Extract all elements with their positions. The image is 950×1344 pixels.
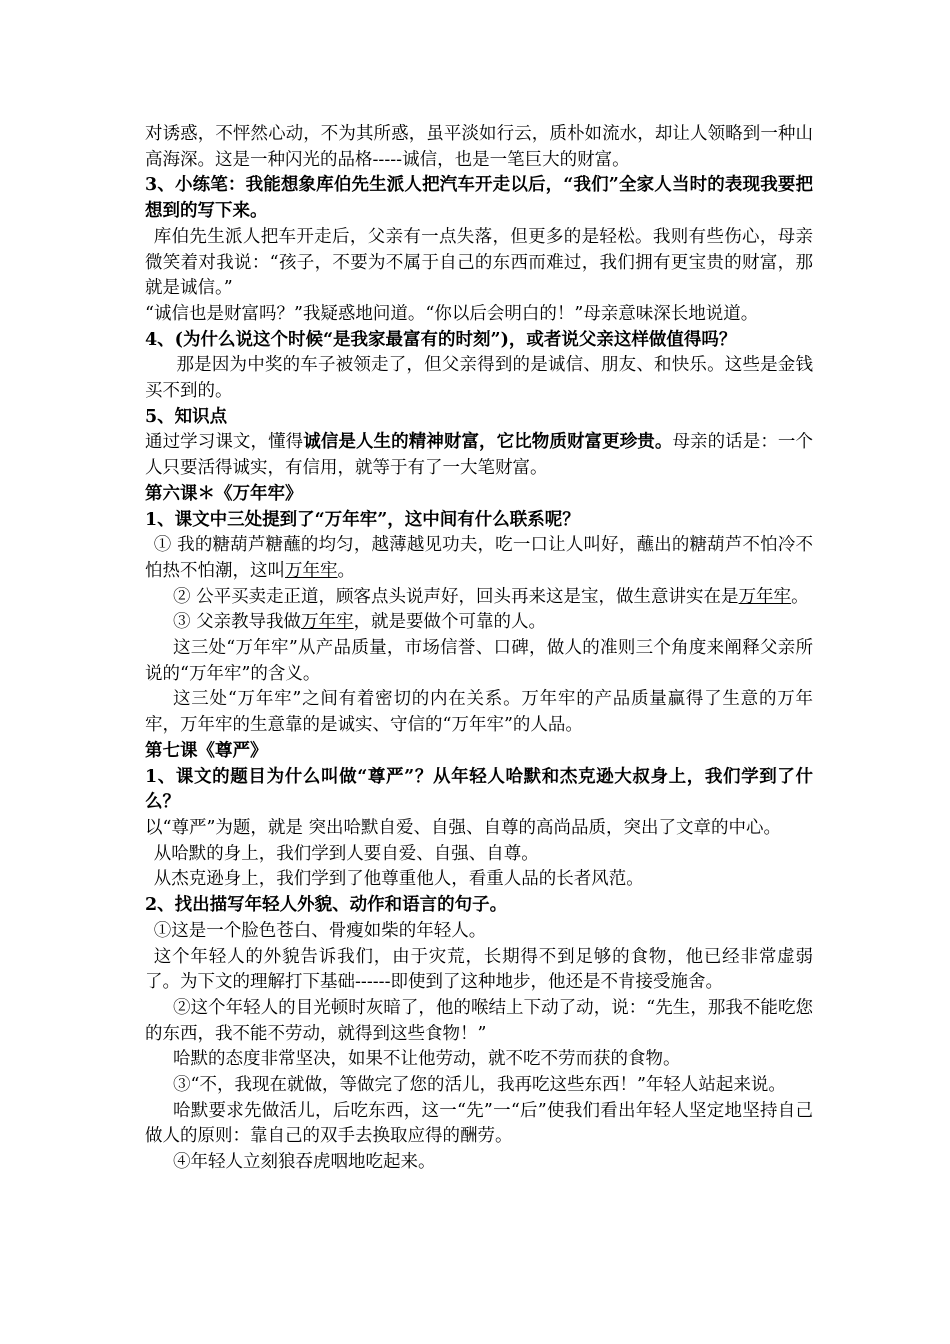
underlined-term: 万年牢 (301, 612, 354, 633)
answer-3-dialogue: “诚信也是财富吗？”我疑惑地问道。“你以后会明白的！”母亲意味深长地说道。 (145, 303, 759, 324)
lesson-7-sentence-3: ③“不，我现在就做，等做完了您的活儿，我再吃这些东西！”年轻人站起来说。 (173, 1075, 786, 1096)
lesson-6-summary-2: 这三处“万年牢”之间有着密切的内在关系。万年牢的产品质量赢得了生意的万年牢，万年牢的生意靠的是诚实、守信的“万年牢”的人品。 (145, 689, 813, 736)
answer-4-paragraph: 那是因为中奖的车子被领走了，但父亲得到的是诚信、朋友、和快乐。这些是金钱买不到的。 (145, 355, 813, 402)
lesson-7-title: 第七课《尊严》 (145, 740, 268, 761)
underlined-term: 万年牢 (285, 560, 338, 581)
lesson-6-point-2: ② 公平买卖走正道，顾客点头说声好，回头再来这是宝，做生意讲实在是万年牢。 (173, 586, 809, 607)
lesson-7-answer-hammer: 从哈默的身上，我们学到人要自爱、自强、自尊。 (153, 843, 539, 864)
knowledge-key-point: 诚信是人生的精神财富，它比物质财富更珍贵。 (303, 432, 673, 453)
lesson-7-answer-title: 以“尊严”为题，就是 突出哈默自爱、自强、自尊的高尚品质，突出了文章的中心。 (145, 817, 781, 838)
lesson-6-summary-1: 这三处“万年牢”从产品质量，市场信誉、口碑，做人的准则三个角度来阐释父亲所说的“万年牢”的含义。 (145, 638, 813, 684)
exercise-5-heading: 5、知识点 (145, 406, 228, 427)
document-page (145, 122, 813, 1176)
underlined-term: 万年牢 (738, 586, 792, 607)
knowledge-intro: 通过学习课文，懂得 (145, 432, 304, 453)
lesson-7-analysis-1: 这个年轻人的外貌告诉我们，由于灾荒，长期得不到足够的食物，他已经非常虚弱了。为下文的理解打下基础------即使到了这种地步，他还是不肯接受施舍。 (145, 946, 813, 993)
lesson-7-sentence-1: ①这是一个脸色苍白、骨瘦如柴的年轻人。 (153, 920, 487, 941)
lesson-7-question-1: 1、课文的题目为什么叫做“尊严”？从年轻人哈默和杰克逊大叔身上，我们学到了什么？ (145, 766, 813, 813)
lesson-6-question-1: 1、课文中三处提到了“万年牢”，这中间有什么联系呢？ (145, 509, 580, 530)
exercise-3-heading: 3、小练笔：我能想象库伯先生派人把汽车开走以后，“我们”全家人当时的表现我要把想到的写下来。 (145, 175, 813, 222)
lesson-7-analysis-2: 哈默的态度非常坚决，如果不让他劳动，就不吃不劳而获的食物。 (173, 1049, 681, 1070)
lesson-6-point-3: ③ 父亲教导我做万年牢，就是要做个可靠的人。 (173, 612, 547, 633)
lesson-7-answer-jackson: 从杰克逊身上，我们学到了他尊重他人，看重人品的长者风范。 (153, 869, 644, 890)
knowledge-point-paragraph (145, 430, 813, 481)
lesson-7-sentence-4: ④年轻人立刻狼吞虎咽地吃起来。 (173, 1152, 436, 1173)
knowledge-mother-words: 母亲的话是：一个人只要活得诚实，有信用，就等于有了一大笔财富。 (145, 432, 814, 479)
lesson-7-question-2: 2、找出描写年轻人外貌、动作和语言的句子。 (145, 895, 508, 916)
answer-3-paragraph: 库伯先生派人把车开走后，父亲有一点失落，但更多的是轻松。我则有些伤心，母亲微笑着对我说：“孩子，不要为不属于自己的东西而难过，我们拥有更宝贵的财富，那就是诚信。” (145, 226, 813, 299)
exercise-4-heading: 4、(为什么说这个时候“是我家最富有的时刻”)，或者说父亲这样做值得吗？ (145, 329, 737, 350)
paragraph-honesty-wealth: 对诱惑，不怦然心动，不为其所惑，虽平淡如行云，质朴如流水，却让人领略到一种山高海深。这是一种闪光的品格-----诚信，也是一笔巨大的财富。 (145, 124, 813, 170)
lesson-6-point-1: ① 我的糖葫芦糖蘸的均匀，越薄越见功夫，吃一口让人叫好，蘸出的糖葫芦不怕冷不怕热不怕潮，这叫万年牢。 (145, 535, 813, 581)
lesson-6-title: 第六课＊《万年牢》 (145, 483, 303, 504)
lesson-7-sentence-2: ②这个年轻人的目光顿时灰暗了，他的喉结上下动了动，说：“先生，那我不能吃您的东西，我不能不劳动，就得到这些食物！” (145, 997, 813, 1044)
lesson-7-analysis-3: 哈默要求先做活儿，后吃东西，这一“先”一“后”使我们看出年轻人坚定地坚持自己做人的原则：靠自己的双手去换取应得的酬劳。 (145, 1100, 813, 1147)
